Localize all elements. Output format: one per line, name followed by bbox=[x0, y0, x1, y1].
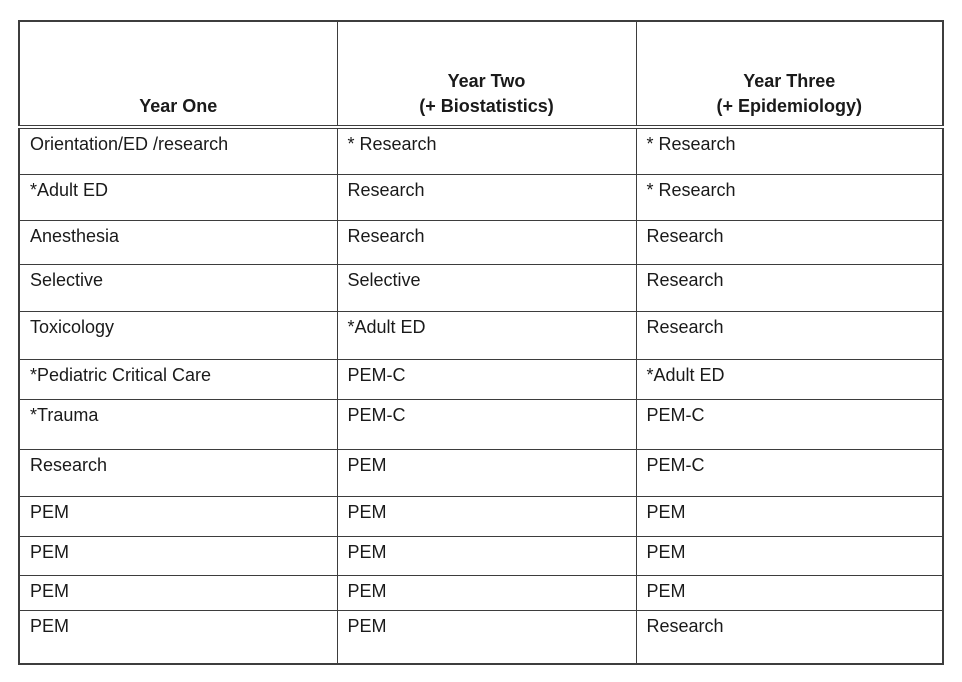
table-row bbox=[19, 174, 943, 220]
column-header-title: Year Two bbox=[447, 71, 526, 92]
table-cell: PEM bbox=[19, 536, 337, 575]
table-cell: PEM bbox=[337, 610, 636, 664]
table-cell: PEM bbox=[19, 496, 337, 536]
table-cell: *Pediatric Critical Care bbox=[19, 359, 337, 399]
table-row bbox=[19, 220, 943, 264]
table-row bbox=[19, 127, 943, 174]
table-cell: * Research bbox=[636, 174, 943, 220]
table-cell: *Adult ED bbox=[19, 174, 337, 220]
table-cell: Research bbox=[337, 220, 636, 264]
table-cell: Anesthesia bbox=[19, 220, 337, 264]
table-cell: PEM bbox=[337, 496, 636, 536]
table-cell: PEM bbox=[19, 575, 337, 610]
table-row bbox=[19, 575, 943, 610]
table-cell: Research bbox=[19, 449, 337, 496]
table-cell: *Adult ED bbox=[636, 359, 943, 399]
column-header-subtitle: (+ Biostatistics) bbox=[419, 95, 554, 116]
table-row bbox=[19, 359, 943, 399]
table-cell: Research bbox=[636, 220, 943, 264]
table-header-row bbox=[19, 21, 943, 127]
table-cell: PEM bbox=[337, 575, 636, 610]
table-cell: PEM bbox=[636, 496, 943, 536]
table-cell: PEM bbox=[337, 536, 636, 575]
table-cell: PEM-C bbox=[636, 399, 943, 449]
table-row bbox=[19, 399, 943, 449]
rotation-schedule-table bbox=[18, 20, 944, 665]
table-cell: Research bbox=[337, 174, 636, 220]
table-cell: Research bbox=[636, 610, 943, 664]
table-cell: * Research bbox=[636, 127, 943, 174]
table-row bbox=[19, 264, 943, 311]
table-row bbox=[19, 496, 943, 536]
table-cell: * Research bbox=[337, 127, 636, 174]
table-cell: PEM-C bbox=[636, 449, 943, 496]
table-cell: Selective bbox=[19, 264, 337, 311]
column-header-year-two bbox=[337, 21, 636, 127]
table-row bbox=[19, 311, 943, 359]
column-header-title: Year Three bbox=[743, 71, 836, 92]
table-cell: PEM bbox=[636, 536, 943, 575]
table-cell: Selective bbox=[337, 264, 636, 311]
column-header-title: Year One bbox=[139, 95, 218, 116]
table-cell: PEM-C bbox=[337, 399, 636, 449]
column-header-subtitle: (+ Epidemiology) bbox=[716, 95, 862, 116]
column-header-year-three bbox=[636, 21, 943, 127]
table-cell: Toxicology bbox=[19, 311, 337, 359]
table-row bbox=[19, 610, 943, 664]
column-header-year-one bbox=[19, 21, 337, 127]
table-cell: *Adult ED bbox=[337, 311, 636, 359]
table-cell: *Trauma bbox=[19, 399, 337, 449]
table-cell: PEM bbox=[337, 449, 636, 496]
table-cell: Research bbox=[636, 311, 943, 359]
table-cell: PEM bbox=[19, 610, 337, 664]
table-row bbox=[19, 536, 943, 575]
table-row bbox=[19, 449, 943, 496]
table-cell: PEM-C bbox=[337, 359, 636, 399]
table-cell: PEM bbox=[636, 575, 943, 610]
table-cell: Research bbox=[636, 264, 943, 311]
table-cell: Orientation/ED /research bbox=[19, 127, 337, 174]
